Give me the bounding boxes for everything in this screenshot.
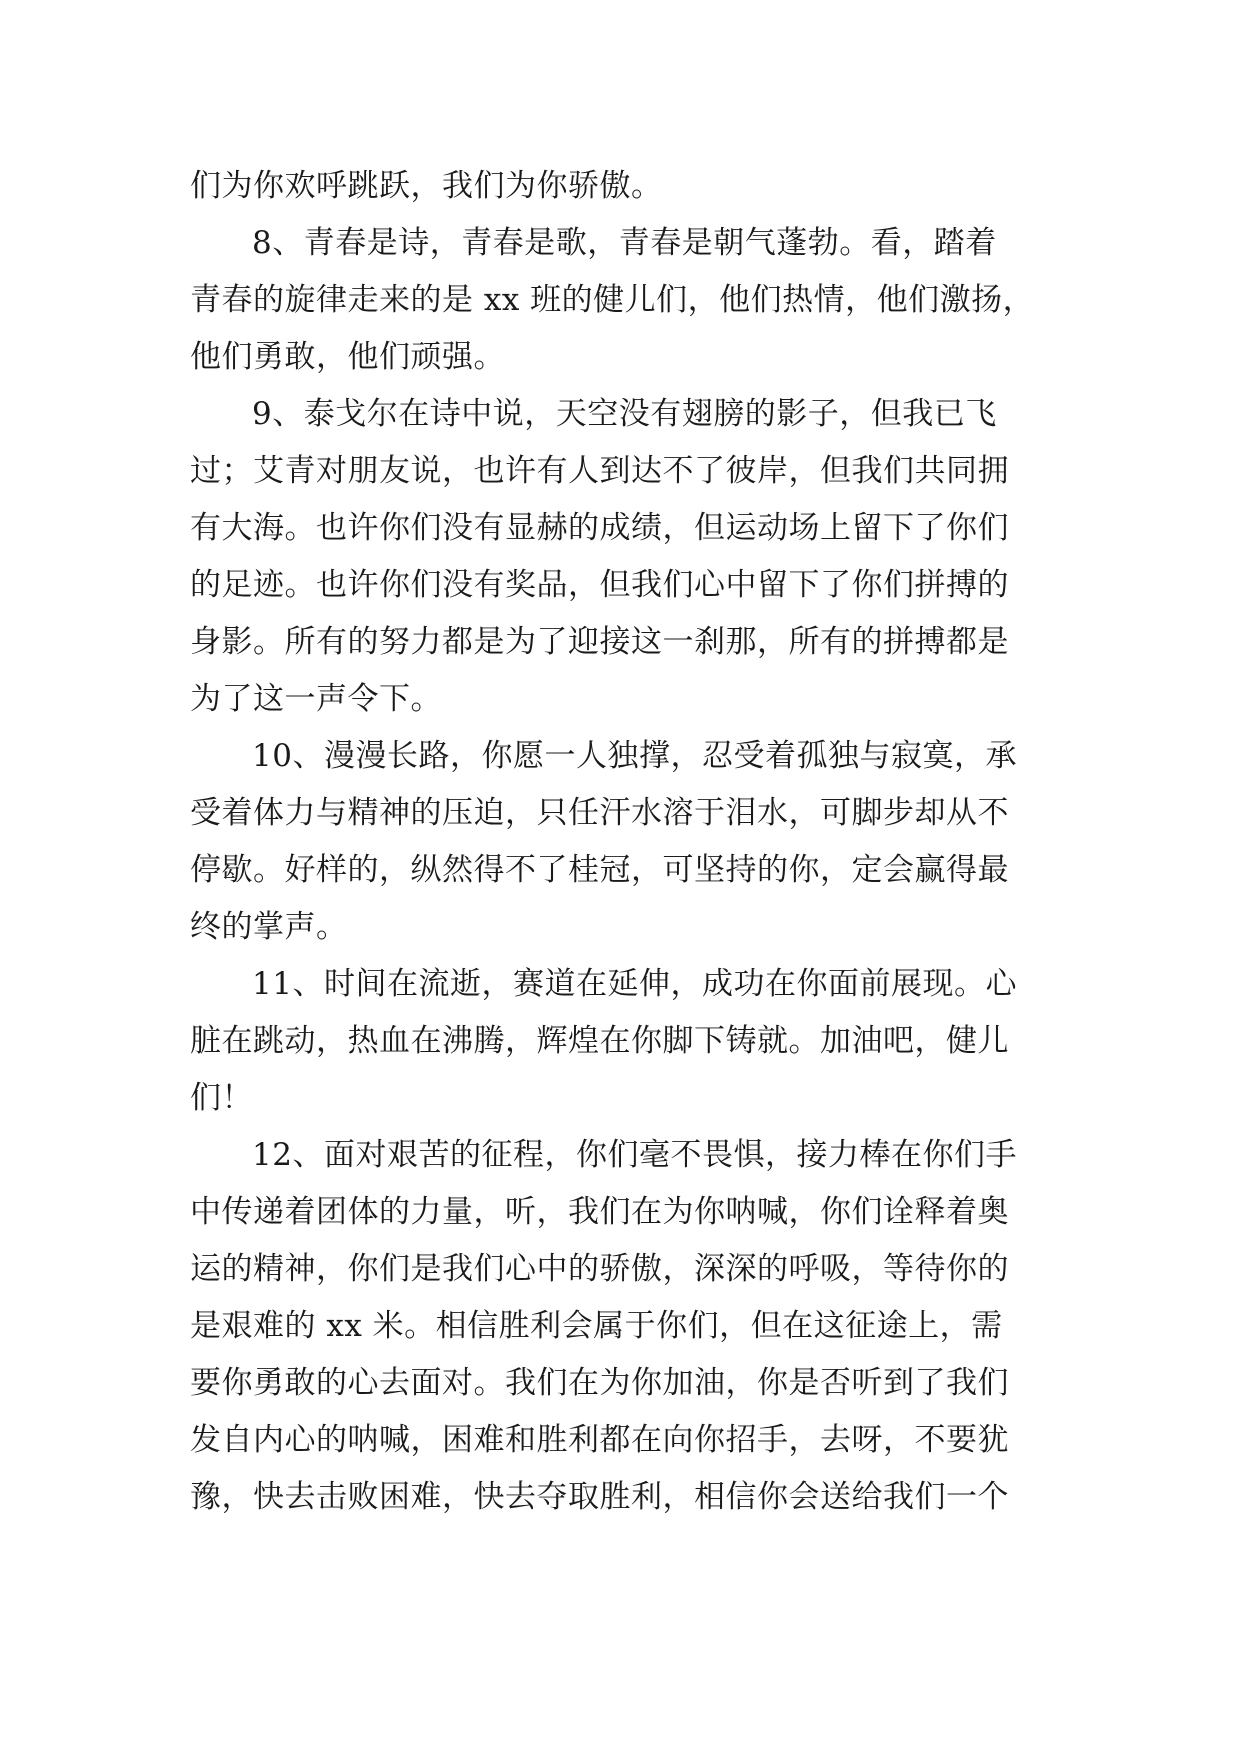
text-line: 身影。所有的努力都是为了迎接这一刹那，所有的拼搏都是 (190, 624, 1009, 660)
text-line: 中传递着团体的力量，听，我们在为你呐喊，你们诠释着奥 (190, 1194, 1009, 1230)
paragraph-item-12 (190, 1127, 1060, 1526)
text-line: 终的掌声。 (190, 909, 348, 945)
document-body (190, 158, 1060, 1526)
text-line: 为了这一声令下。 (190, 681, 442, 717)
text-line: 有大海。也许你们没有显赫的成绩，但运动场上留下了你们 (190, 510, 1009, 546)
text-line: 他们勇敢，他们顽强。 (190, 339, 505, 375)
text-line: 8、青春是诗，青春是歌，青春是朝气蓬勃。看，踏着 (252, 225, 997, 261)
text-line: 停歇。好样的，纵然得不了桂冠，可坚持的你，定会赢得最 (190, 852, 1009, 888)
text-line: 要你勇敢的心去面对。我们在为你加油，你是否听到了我们 (190, 1365, 1009, 1401)
paragraph-item-9 (190, 386, 1060, 728)
text-line: 是艰难的 xx 米。相信胜利会属于你们，但在这征途上，需 (190, 1308, 1003, 1344)
text-line: 运的精神，你们是我们心中的骄傲，深深的呼吸，等待你的 (190, 1251, 1009, 1287)
text-line: 们为你欢呼跳跃，我们为你骄傲。 (190, 168, 663, 204)
text-line: 们！ (190, 1080, 253, 1116)
text-line: 受着体力与精神的压迫，只任汗水溶于泪水，可脚步却从不 (190, 795, 1009, 831)
paragraph-item-8 (190, 215, 1060, 386)
paragraph-continuation (190, 158, 1060, 215)
text-line: 过；艾青对朋友说，也许有人到达不了彼岸，但我们共同拥 (190, 453, 1009, 489)
text-line: 11、时间在流逝，赛道在延伸，成功在你面前展现。心 (252, 966, 1017, 1002)
text-line: 10、漫漫长路，你愿一人独撑，忍受着孤独与寂寞，承 (252, 738, 1017, 774)
text-line: 12、面对艰苦的征程，你们毫不畏惧，接力棒在你们手 (252, 1137, 1017, 1173)
text-line: 豫，快去击败困难，快去夺取胜利，相信你会送给我们一个 (190, 1479, 1009, 1515)
text-line: 青春的旋律走来的是 xx 班的健儿们，他们热情，他们激扬， (190, 282, 1035, 318)
paragraph-item-10 (190, 728, 1060, 956)
text-line: 9、泰戈尔在诗中说，天空没有翅膀的影子，但我已飞 (252, 396, 997, 432)
text-line: 脏在跳动，热血在沸腾，辉煌在你脚下铸就。加油吧，健儿 (190, 1023, 1009, 1059)
paragraph-item-11 (190, 956, 1060, 1127)
text-line: 的足迹。也许你们没有奖品，但我们心中留下了你们拼搏的 (190, 567, 1009, 603)
text-line: 发自内心的呐喊，困难和胜利都在向你招手，去呀，不要犹 (190, 1422, 1009, 1458)
